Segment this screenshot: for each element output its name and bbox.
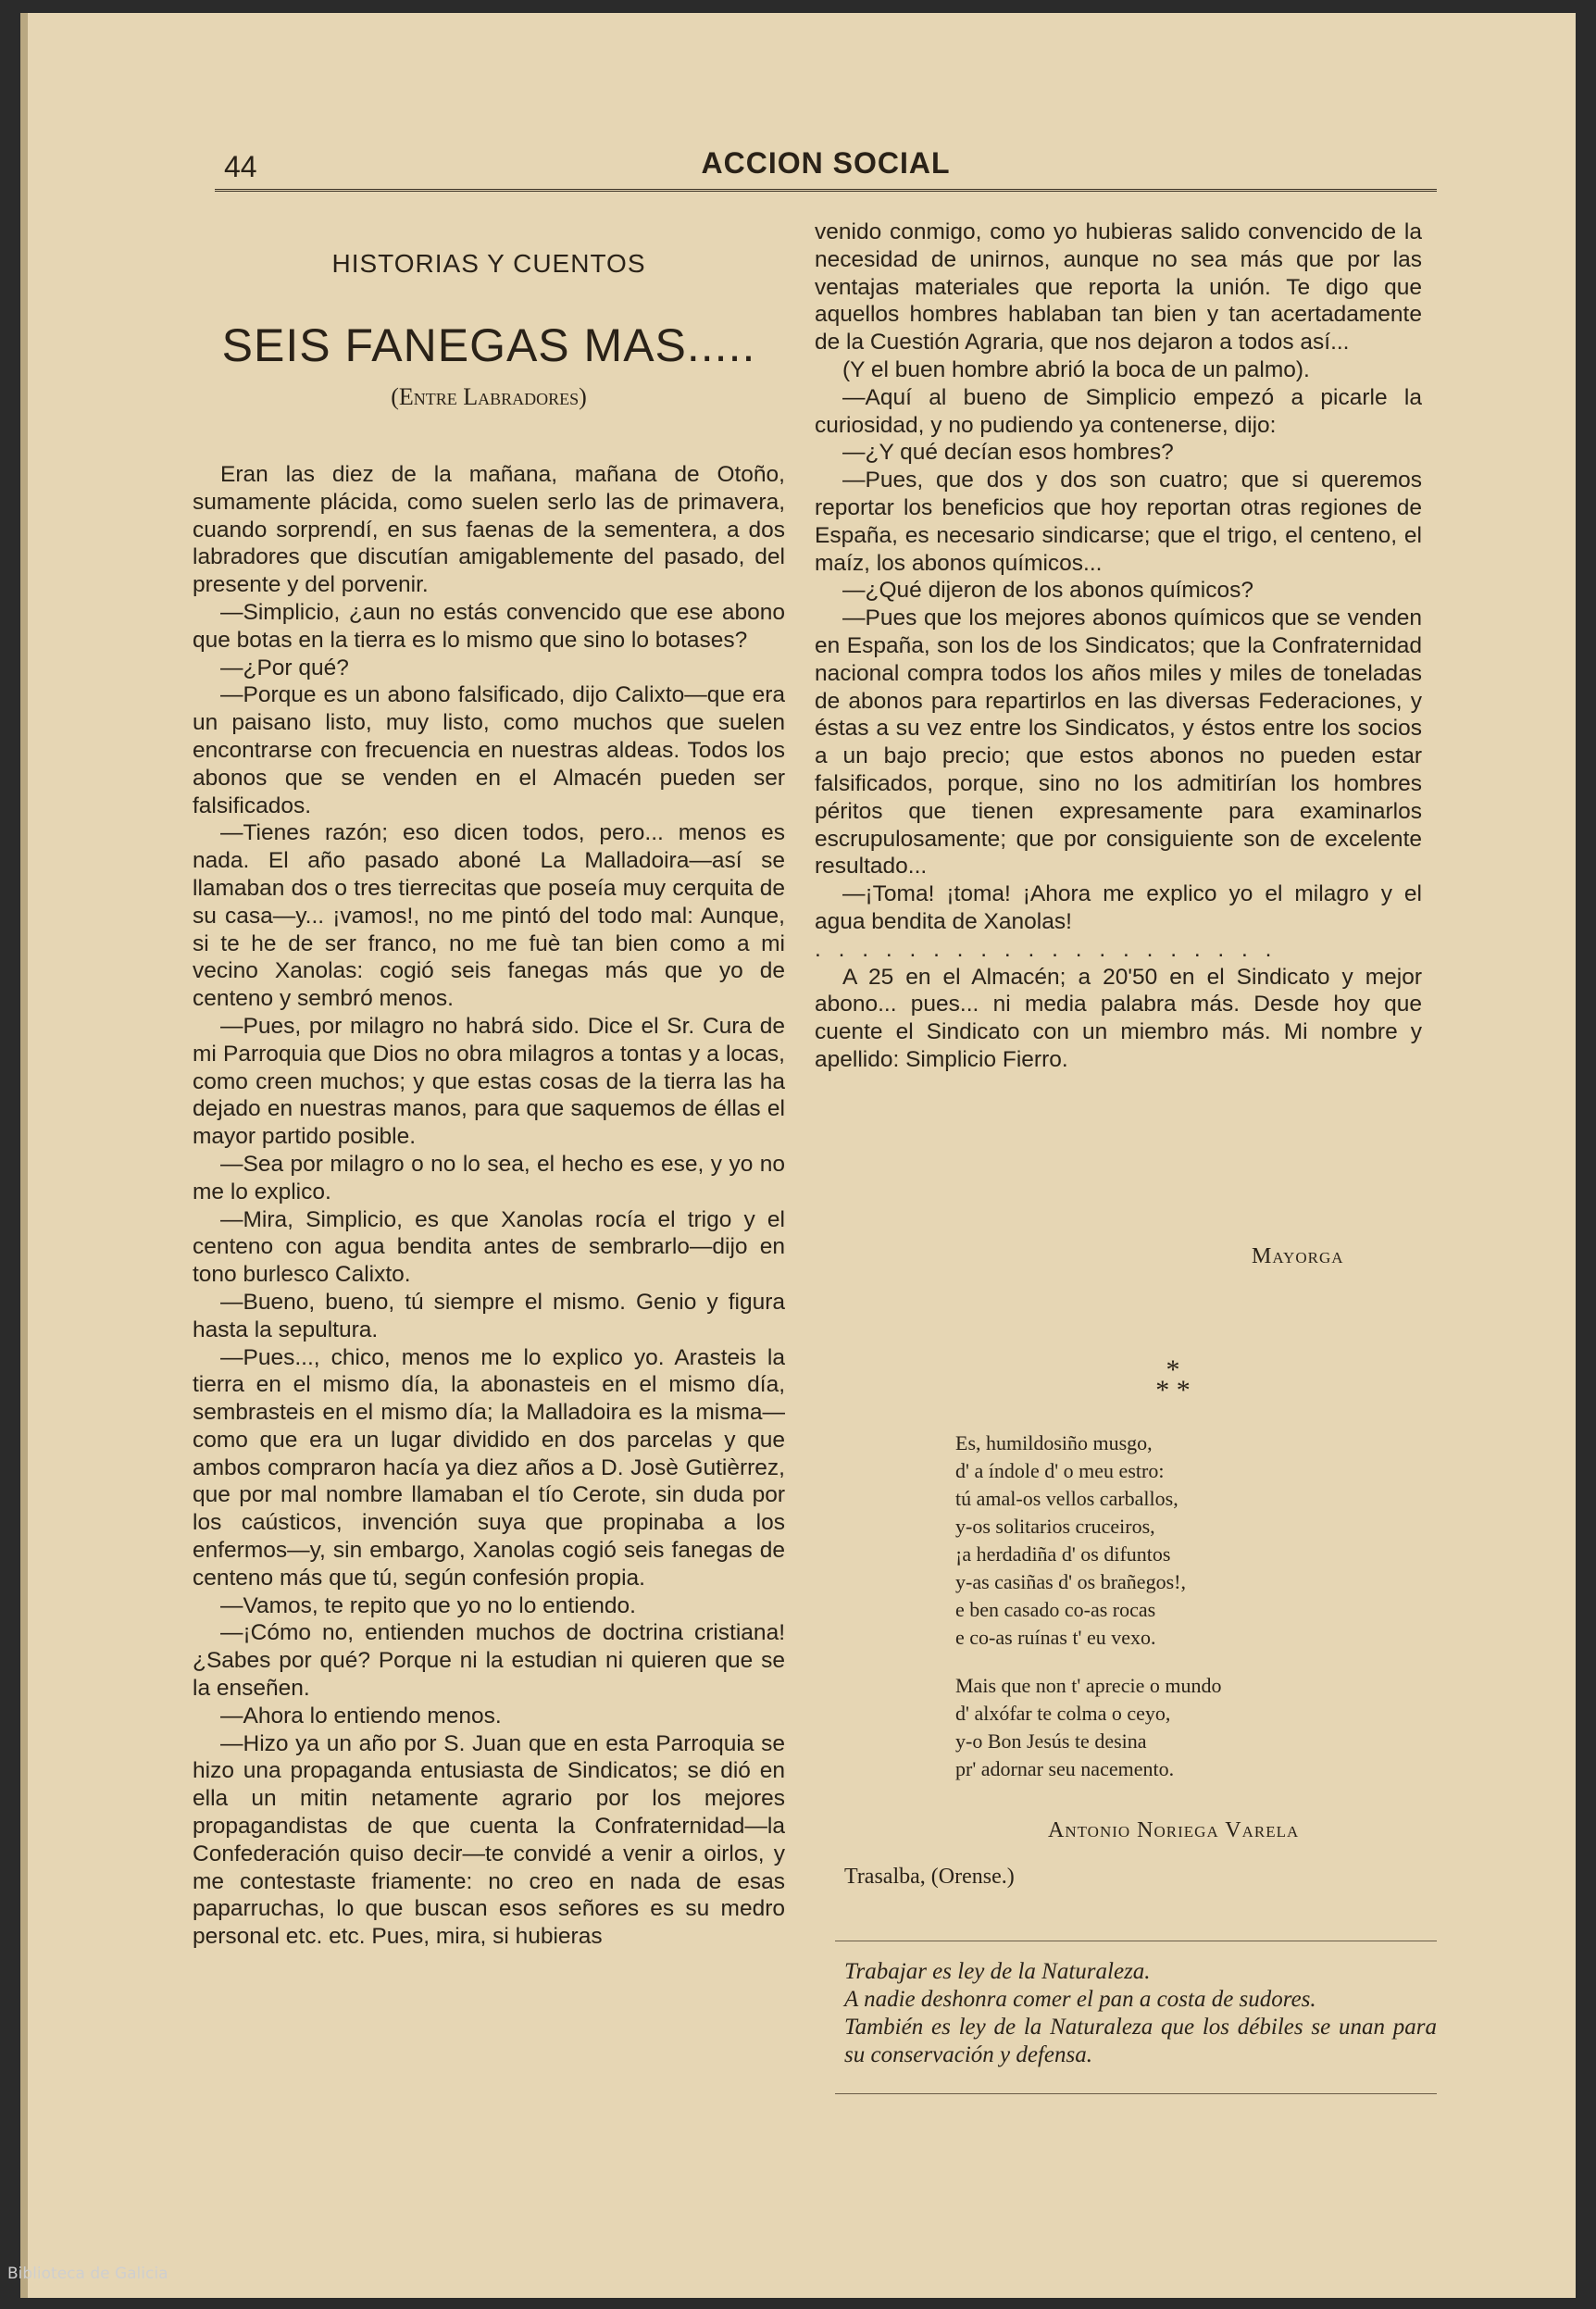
paragraph: —Pues..., chico, menos me lo explico yo. Arasteis la tierra en el mismo día, la abonasteis en el mismo día, sembrasteis en el mismo día; la Malladoira es la misma—como que era un lugar dividido en dos parcelas y que ambos compraron hacía ya diez años a D. Josè Gutièrrez, que por mal nombre llamaban el tío Cerote, sin duda por los caústicos, invención suya que propinaba a los enfermos—y, sin embargo, Xanolas cogió seis fanegas de centeno más que tú, según confesión propia. — [193, 1344, 785, 1591]
poem — [955, 1429, 1437, 1783]
page — [20, 13, 1576, 2298]
poem-signature: Antonio Noriega Varela — [1048, 1818, 1300, 1842]
paragraph: —¿Y qué decían esos hombres? — [842, 440, 1174, 466]
paragraph: —Hizo ya un año por S. Juan que en esta Parroquia se hizo una propaganda entusiasta de Sindicatos; se dió en ella un mitin netamente agrario por los mejores propagandistas de que cuenta la Confraternidad—la Confederación quiso decir—te convidé a venir a oirlos, y me contestaste friamente: no creo en nada de esas paparruchas, lo que buscan esos señores es su medro personal etc. etc. Pues, mira, si hubieras — [193, 1730, 785, 1950]
poem-line: Mais que non t' aprecie o mundo — [955, 1674, 1222, 1697]
maxims-box — [835, 1941, 1437, 2094]
poem-line: d' alxófar te colma o ceyo, — [955, 1702, 1171, 1725]
paragraph: —Vamos, te repito que yo no lo entiendo. — [220, 1592, 636, 1618]
paragraph: —Simplicio, ¿aun no estás convencido que ese abono que botas en la tierra es lo mismo que sino lo botases? — [193, 599, 785, 653]
paragraph: Eran las diez de la mañana, mañana de Otoño, sumamente plácida, como suelen serlo las de primavera, cuando sorprendí, en sus faenas de la sementera, a dos labradores que discutían amigablemente del pasado, del presente y del porvenir. — [193, 462, 785, 598]
paragraph: —¡Toma! ¡toma! ¡Ahora me explico yo el milagro y el agua bendita de Xanolas! — [815, 881, 1422, 934]
paragraph: —Porque es un abono falsificado, dijo Calixto—que era un paisano listo, muy listo, como muchos que suelen encontrarse con frecuencia en nuestras aldeas. Todos los abonos que se venden en el Almacén pueden ser falsificados. — [193, 682, 785, 818]
poem-line: ¡a herdadiña d' os difuntos — [955, 1542, 1171, 1566]
poem-line: y-os solitarios cruceiros, — [955, 1515, 1155, 1538]
paragraph: —¿Por qué? — [220, 655, 349, 680]
poem-line: y-as casiñas d' os brañegos!, — [955, 1570, 1186, 1593]
paragraph: —Pues, por milagro no habrá sido. Dice el Sr. Cura de mi Parroquia que Dios no obra milagros a tontas y a locas, como creen muchos; y que estas cosas de la tierra las ha dejado en nuestras manos, para que saquemos de éllas el mayor partido posible. — [193, 1013, 785, 1150]
article-signature: Mayorga — [1252, 1244, 1344, 1268]
paragraph: A 25 en el Almacén; a 20'50 en el Sindicato y mejor abono... pues... ni media palabra más. Desde hoy que cuente el Sindicato con un miembro más. Mi nombre y apellido: Simplicio Fierro. — [815, 964, 1422, 1072]
page-edge — [20, 13, 28, 2298]
section-kicker: HISTORIAS Y CUENTOS — [331, 249, 646, 278]
dotted-separator: . . . . . . . . . . . . . . . . . . . . — [815, 936, 1278, 962]
paragraph: —Sea por milagro o no lo sea, el hecho es ese, y yo no me lo explico. — [193, 1151, 785, 1204]
asterism: * * * — [1155, 1354, 1191, 1405]
maxim: A nadie deshonra comer el pan a costa de sudores. — [844, 1987, 1316, 2012]
poem-line: d' a índole d' o meu estro: — [955, 1459, 1165, 1482]
stanza-gap — [955, 1652, 1437, 1672]
poem-line: e co-as ruínas t' eu vexo. — [955, 1626, 1156, 1649]
poem-line: Es, humildosiño musgo, — [955, 1431, 1153, 1454]
maxim: Trabajar es ley de la Naturaleza. — [844, 1959, 1151, 1984]
paragraph: —Bueno, bueno, tú siempre el mismo. Genio y figura hasta la sepultura. — [193, 1289, 785, 1342]
poem-place: Trasalba, (Orense.) — [844, 1865, 1015, 1889]
maxim: También es ley de la Naturaleza que los débiles se unan para su conservación y defensa. — [844, 2015, 1437, 2067]
article-column-2 — [815, 218, 1422, 1074]
library-watermark: Biblioteca de Galicia — [7, 2265, 168, 2283]
paragraph: —Mira, Simplicio, es que Xanolas rocía el trigo y el centeno con agua bendita antes de sembrarlo—dijo en tono burlesco Calixto. — [193, 1206, 785, 1288]
poem-line: y-o Bon Jesús te desina — [955, 1729, 1147, 1753]
article-column-1 — [193, 461, 785, 1951]
paragraph: —¡Cómo no, entienden muchos de doctrina cristiana! ¿Sabes por qué? Porque ni la estudian ni quieren que se la enseñen. — [193, 1620, 785, 1702]
paragraph: venido conmigo, como yo hubieras salido convencido de la necesidad de unirnos, aunque no sea más que por las ventajas materiales que reporta la unión. Te digo que aquellos hombres hablaban tan bien y tan acertadamente de la Cuestión Agraria, que nos dejaron a todos así... — [815, 219, 1422, 356]
paragraph: —Pues, que dos y dos son cuatro; que si queremos reportar los beneficios que hoy reportan otras regiones de España, es necesario sindicarse; que el trigo, el centeno, el maíz, los abonos químicos... — [815, 468, 1422, 576]
poem-line: e ben casado co-as rocas — [955, 1598, 1156, 1621]
poem-line: tú amal-os vellos carballos, — [955, 1487, 1178, 1510]
page-header — [215, 133, 1437, 192]
masthead: ACCION SOCIAL — [701, 146, 951, 180]
page-number: 44 — [224, 150, 257, 183]
paragraph: —Tienes razón; eso dicen todos, pero... menos es nada. El año pasado aboné La Malladoira—así se llamaban dos o tres tierrecitas que poseía muy cerquita de su casa—y... ¡vamos!, no me pintó del todo mal: Aunque, si te he de ser franco, no me fuè tan bien como a mi vecino Xanolas: cogió seis fanegas más que yo de centeno y sembró menos. — [193, 820, 785, 1012]
paragraph: —Aquí al bueno de Simplicio empezó a picarle la curiosidad, y no pudiendo ya contenerse, dijo: — [815, 384, 1422, 438]
paragraph: —Ahora lo entiendo menos. — [220, 1703, 502, 1729]
paragraph: —Pues que los mejores abonos químicos que se venden en España, son los de los Sindicatos; que la Confraternidad nacional compra todos los años miles y miles de toneladas de abonos para repartirlos en las diversas Federaciones, y éstas a su vez entre los Sindicatos, y éstos entre los socios a un bajo precio; que estos abonos no pueden estar falsificados, porque, sino no los admitirían los hombres péritos que tienen expresamente para examinarlos escrupulosamente; que por consiguiente son de excelente resultado... — [815, 605, 1422, 880]
paragraph: —¿Qué dijeron de los abonos químicos? — [842, 578, 1253, 604]
article-subtitle: (Entre Labradores) — [391, 383, 587, 410]
article-title: SEIS FANEGAS MAS..... — [221, 319, 756, 371]
paragraph: (Y el buen hombre abrió la boca de un palmo). — [842, 356, 1310, 382]
poem-line: pr' adornar seu nacemento. — [955, 1757, 1175, 1780]
